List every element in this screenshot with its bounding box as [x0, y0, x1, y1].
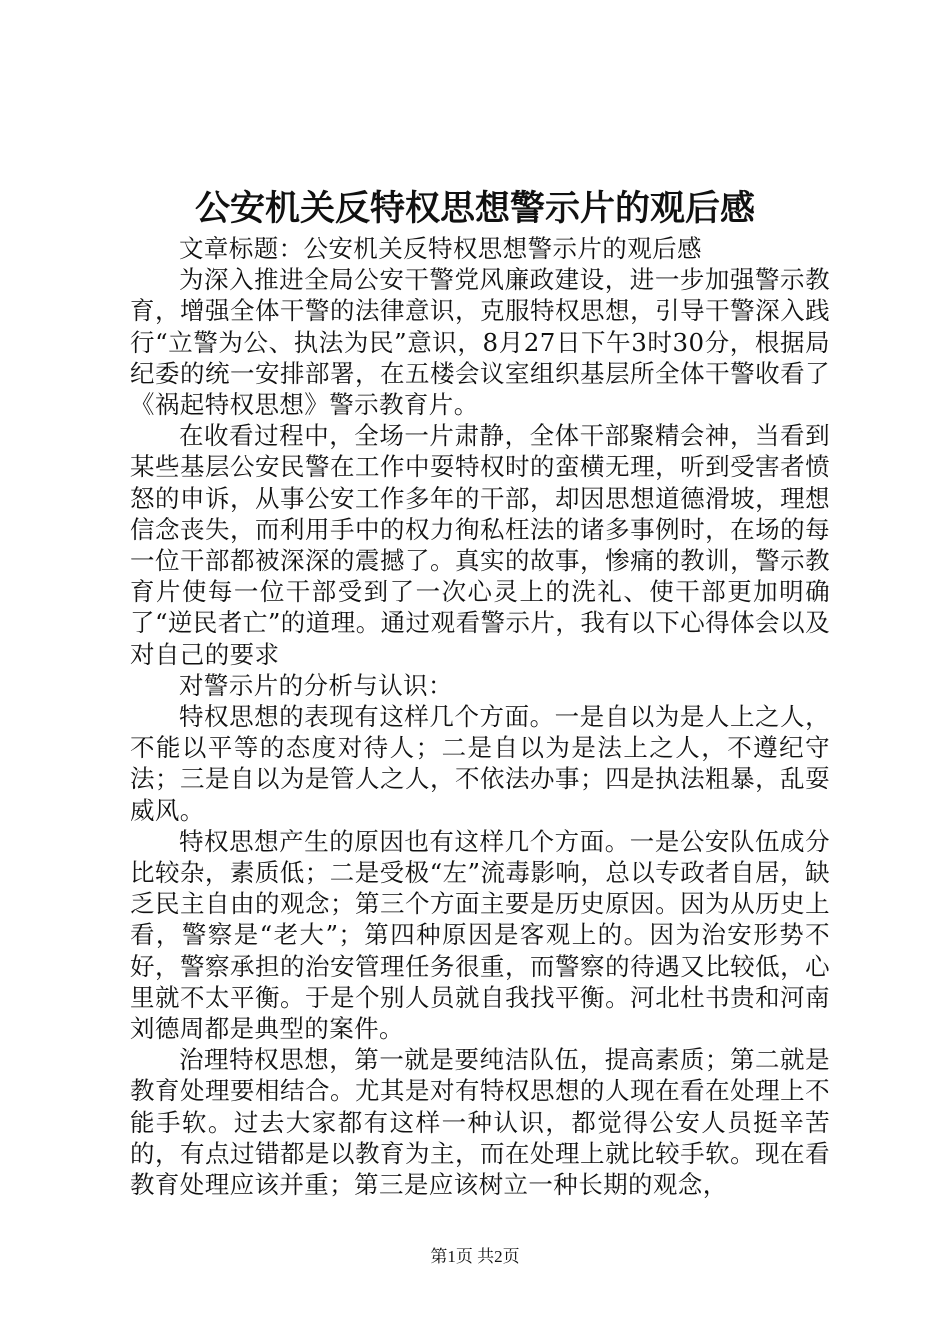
article-title-line: 文章标题：公安机关反特权思想警示片的观后感 [179, 234, 702, 263]
paragraph-governance: 治理特权思想，第一就是要纯洁队伍，提高素质；第二就是教育处理要相结合。尤其是对有特权思想的人现在看在处理上不能手软。过去大家都有这样一种认识，都觉得公安人员挺辛苦的，有点过错都是以教育为主，而在处理上就比较手软。现在看教育处理应该并重；第三是应该树立一种长期的观念， [130, 1045, 830, 1200]
section-heading-analysis: 对警示片的分析与认识： [179, 670, 453, 700]
paragraph-manifestations: 特权思想的表现有这样几个方面。一是自以为是人上之人，不能以平等的态度对待人；二是自以为是法上之人，不遵纪守法；三是自以为是管人之人，不依法办事；四是执法粗暴，乱耍威风。 [130, 702, 830, 825]
paragraph-causes: 特权思想产生的原因也有这样几个方面。一是公安队伍成分比较杂，素质低；二是受极“左”流毒影响，总以专政者自居，缺乏民主自由的观念；第三个方面主要是历史原因。因为从历史上看，警察是“老大”；第四种原因是客观上的。因为治安形势不好，警察承担的治安管理任务很重，而警察的待遇又比较低，心里就不太平衡。于是个别人员就自我找平衡。河北杜书贵和河南刘德周都是典型的案件。 [130, 826, 830, 1044]
page-footer: 第1页 共2页 [430, 1247, 520, 1266]
document-title: 公安机关反特权思想警示片的观后感 [194, 188, 755, 229]
paragraph-viewing: 在收看过程中，全场一片肃静，全体干部聚精会神，当看到某些基层公安民警在工作中耍特权时的蛮横无理，听到受害者愤怒的申诉，从事公安工作多年的干部，却因思想道德滑坡，理想信念丧失，而利用手中的权力徇私枉法的诸多事例时，在场的每一位干部都被深深的震撼了。真实的故事，惨痛的教训，警示教育片使每一位干部受到了一次心灵上的洗礼、使干部更加明确了“逆民者亡”的道理。通过观看警示片，我有以下心得体会以及对自己的要求 [130, 421, 830, 669]
document-body [130, 233, 830, 1200]
paragraph-intro: 为深入推进全局公安干警党风廉政建设，进一步加强警示教育，增强全体干警的法律意识，克服特权思想，引导干警深入践行“立警为公、执法为民”意识，8月27日下午3时30分，根据局纪委的统一安排部署，在五楼会议室组织基层所全体干警收看了《祸起特权思想》警示教育片。 [130, 265, 830, 420]
